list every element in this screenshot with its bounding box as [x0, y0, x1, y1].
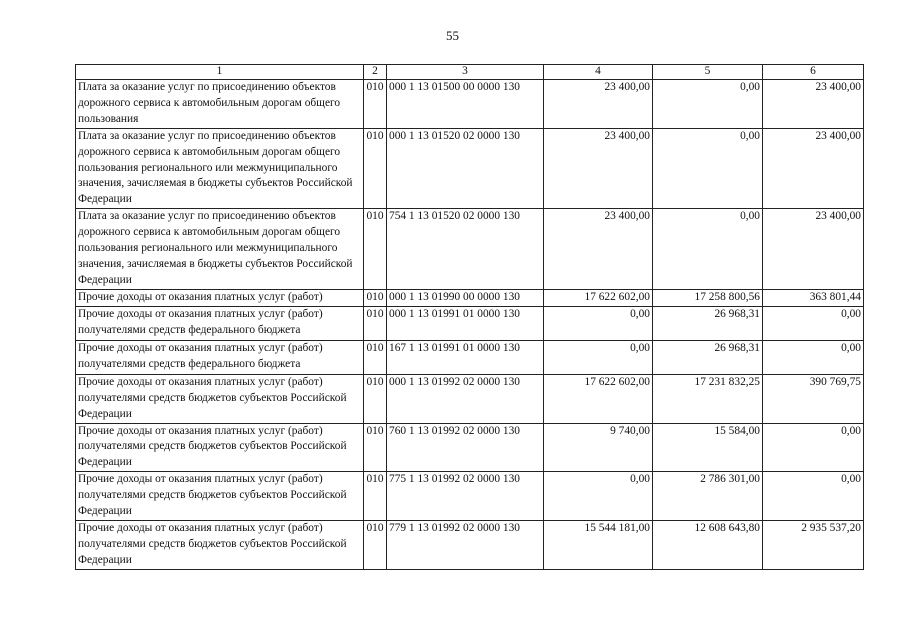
revenue-name-cell: Плата за оказание услуг по присоединению объектов дорожного сервиса к автомобильным дорогам общего пользования — [76, 80, 364, 129]
executed-amount-cell: 0,00 — [653, 80, 763, 129]
section-code-cell: 010 — [364, 472, 387, 521]
executed-amount-cell: 17 231 832,25 — [653, 374, 763, 423]
unexecuted-amount-cell: 0,00 — [763, 340, 864, 374]
table-header-row — [76, 65, 864, 80]
column-header: 3 — [387, 65, 544, 80]
table-row — [76, 423, 864, 472]
section-code-cell: 010 — [364, 128, 387, 209]
revenue-name-cell: Прочие доходы от оказания платных услуг (работ) получателями средств федерального бюджета — [76, 340, 364, 374]
table-row — [76, 128, 864, 209]
executed-amount-cell: 26 968,31 — [653, 340, 763, 374]
approved-amount-cell: 0,00 — [544, 306, 653, 340]
table-row — [76, 289, 864, 306]
table-row — [76, 306, 864, 340]
table-row — [76, 340, 864, 374]
approved-amount-cell: 17 622 602,00 — [544, 289, 653, 306]
table-row — [76, 80, 864, 129]
executed-amount-cell: 12 608 643,80 — [653, 520, 763, 569]
section-code-cell: 010 — [364, 80, 387, 129]
section-code-cell: 010 — [364, 423, 387, 472]
executed-amount-cell: 0,00 — [653, 128, 763, 209]
revenue-name-cell: Плата за оказание услуг по присоединению объектов дорожного сервиса к автомобильным дорогам общего пользования регионального или межмуниципального значения, зачисляемая в бюджеты субъектов Российской Федерации — [76, 128, 364, 209]
executed-amount-cell: 17 258 800,56 — [653, 289, 763, 306]
budget-code-cell: 000 1 13 01991 01 0000 130 — [387, 306, 544, 340]
revenue-name-cell: Прочие доходы от оказания платных услуг (работ) получателями средств бюджетов субъектов Российской Федерации — [76, 520, 364, 569]
unexecuted-amount-cell: 0,00 — [763, 306, 864, 340]
revenue-name-cell: Плата за оказание услуг по присоединению объектов дорожного сервиса к автомобильным дорогам общего пользования регионального или межмуниципального значения, зачисляемая в бюджеты субъектов Российской Федерации — [76, 209, 364, 290]
table-row — [76, 520, 864, 569]
column-header: 5 — [653, 65, 763, 80]
approved-amount-cell: 23 400,00 — [544, 80, 653, 129]
column-header: 1 — [76, 65, 364, 80]
revenue-name-cell: Прочие доходы от оказания платных услуг (работ) получателями средств бюджетов субъектов Российской Федерации — [76, 374, 364, 423]
revenue-name-cell: Прочие доходы от оказания платных услуг (работ) получателями средств федерального бюджета — [76, 306, 364, 340]
budget-code-cell: 000 1 13 01992 02 0000 130 — [387, 374, 544, 423]
unexecuted-amount-cell: 23 400,00 — [763, 128, 864, 209]
executed-amount-cell: 0,00 — [653, 209, 763, 290]
column-header: 6 — [763, 65, 864, 80]
approved-amount-cell: 17 622 602,00 — [544, 374, 653, 423]
revenue-name-cell: Прочие доходы от оказания платных услуг (работ) получателями средств бюджетов субъектов Российской Федерации — [76, 472, 364, 521]
executed-amount-cell: 2 786 301,00 — [653, 472, 763, 521]
executed-amount-cell: 15 584,00 — [653, 423, 763, 472]
section-code-cell: 010 — [364, 289, 387, 306]
approved-amount-cell: 15 544 181,00 — [544, 520, 653, 569]
approved-amount-cell: 0,00 — [544, 472, 653, 521]
revenue-name-cell: Прочие доходы от оказания платных услуг (работ) — [76, 289, 364, 306]
budget-code-cell: 000 1 13 01990 00 0000 130 — [387, 289, 544, 306]
approved-amount-cell: 9 740,00 — [544, 423, 653, 472]
section-code-cell: 010 — [364, 209, 387, 290]
unexecuted-amount-cell: 363 801,44 — [763, 289, 864, 306]
table-row — [76, 209, 864, 290]
budget-code-cell: 760 1 13 01992 02 0000 130 — [387, 423, 544, 472]
executed-amount-cell: 26 968,31 — [653, 306, 763, 340]
table-row — [76, 472, 864, 521]
unexecuted-amount-cell: 2 935 537,20 — [763, 520, 864, 569]
unexecuted-amount-cell: 390 769,75 — [763, 374, 864, 423]
unexecuted-amount-cell: 23 400,00 — [763, 209, 864, 290]
revenue-table — [75, 64, 864, 570]
approved-amount-cell: 0,00 — [544, 340, 653, 374]
budget-code-cell: 000 1 13 01500 00 0000 130 — [387, 80, 544, 129]
revenue-name-cell: Прочие доходы от оказания платных услуг (работ) получателями средств бюджетов субъектов Российской Федерации — [76, 423, 364, 472]
page-number: 55 — [446, 28, 459, 43]
section-code-cell: 010 — [364, 374, 387, 423]
unexecuted-amount-cell: 23 400,00 — [763, 80, 864, 129]
budget-code-cell: 167 1 13 01991 01 0000 130 — [387, 340, 544, 374]
unexecuted-amount-cell: 0,00 — [763, 423, 864, 472]
approved-amount-cell: 23 400,00 — [544, 209, 653, 290]
budget-code-cell: 779 1 13 01992 02 0000 130 — [387, 520, 544, 569]
section-code-cell: 010 — [364, 306, 387, 340]
section-code-cell: 010 — [364, 340, 387, 374]
budget-code-cell: 754 1 13 01520 02 0000 130 — [387, 209, 544, 290]
column-header: 2 — [364, 65, 387, 80]
budget-code-cell: 775 1 13 01992 02 0000 130 — [387, 472, 544, 521]
approved-amount-cell: 23 400,00 — [544, 128, 653, 209]
unexecuted-amount-cell: 0,00 — [763, 472, 864, 521]
budget-code-cell: 000 1 13 01520 02 0000 130 — [387, 128, 544, 209]
section-code-cell: 010 — [364, 520, 387, 569]
column-header: 4 — [544, 65, 653, 80]
table-row — [76, 374, 864, 423]
